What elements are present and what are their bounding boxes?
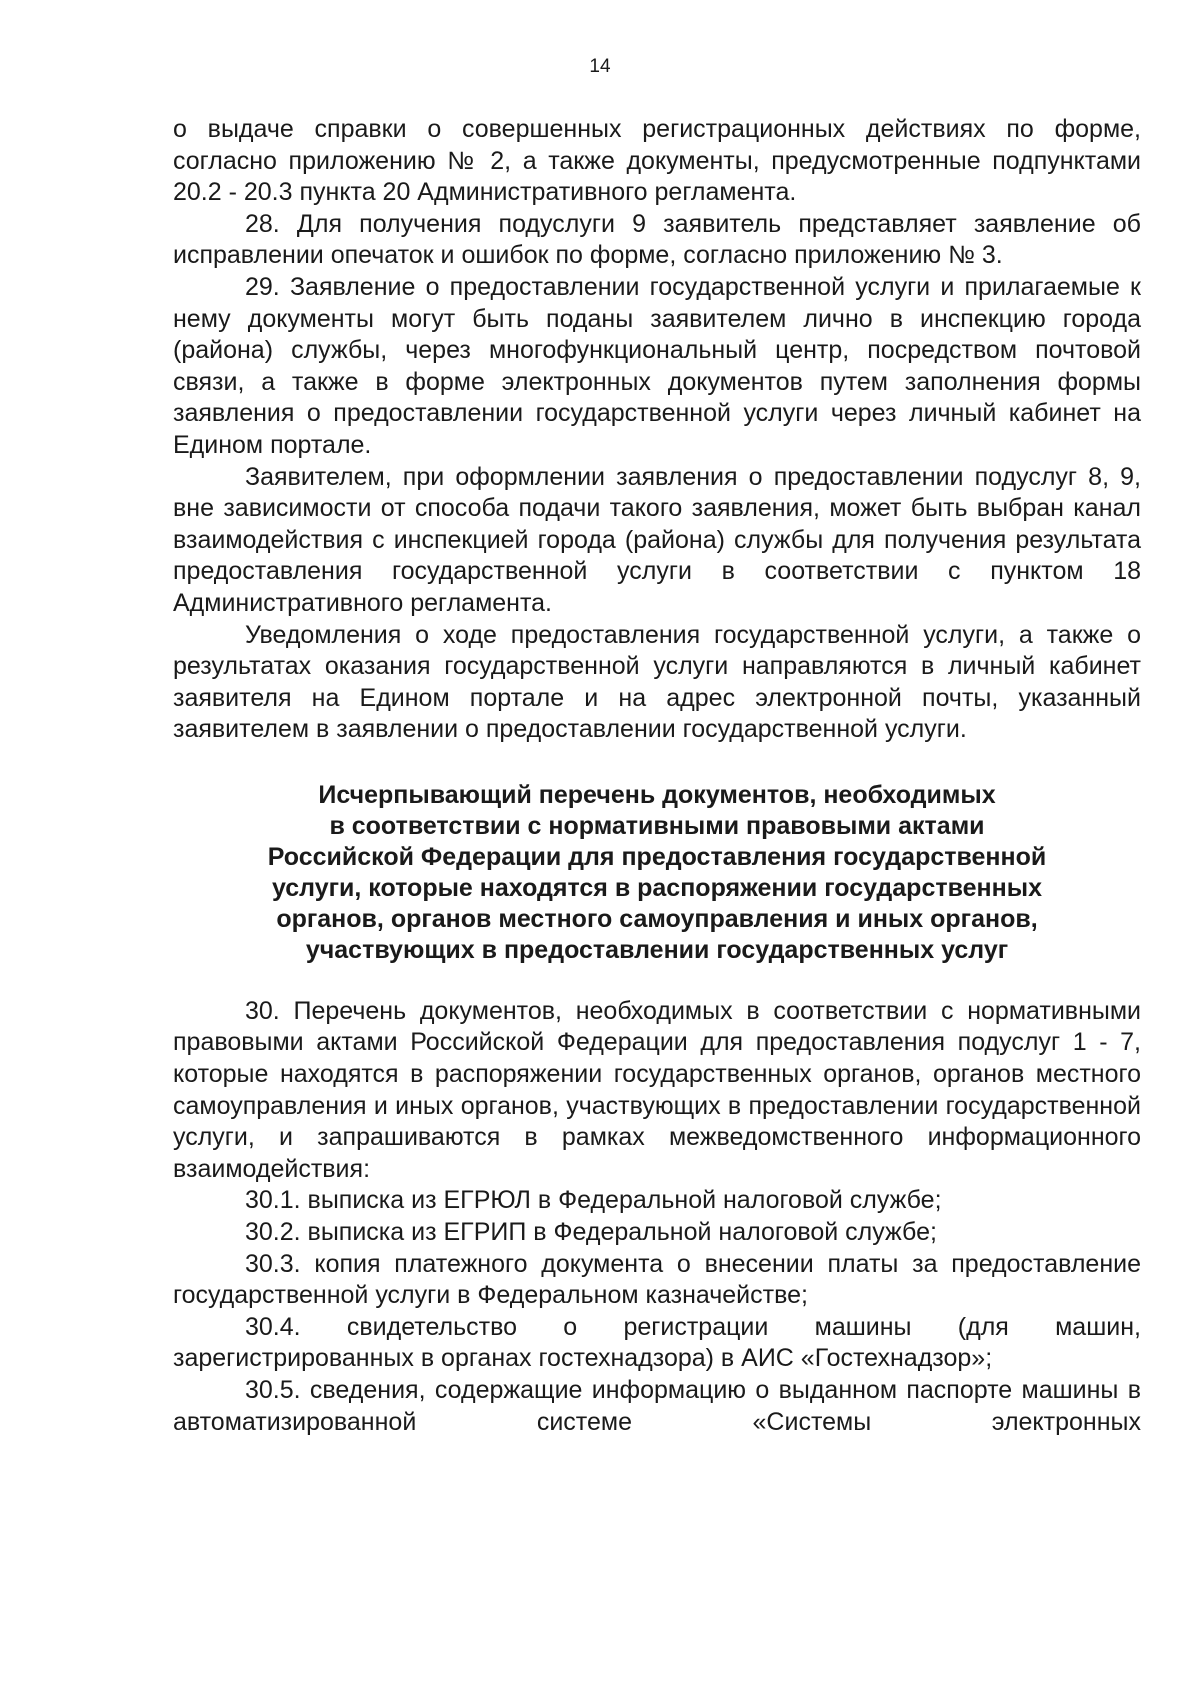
paragraph: 30.2. выписка из ЕГРИП в Федеральной налоговой службе;: [245, 1218, 937, 1247]
page-number: 14: [589, 56, 611, 77]
paragraph: 30.5. сведения, содержащие информацию о выданном паспорте машины в автоматизированной системе «Системы электронных: [173, 1376, 1141, 1436]
heading-line: Исчерпывающий перечень документов, необходимых: [318, 780, 996, 809]
paragraphs-bottom: [173, 996, 1141, 1438]
paragraph: 28. Для получения подуслуги 9 заявитель представляет заявление об исправлении опечаток и ошибок по форме, согласно приложению № 3.: [173, 209, 1141, 270]
paragraph: 30.1. выписка из ЕГРЮЛ в Федеральной налоговой службе;: [245, 1186, 942, 1215]
paragraph: 30.4. свидетельство о регистрации машины (для машин, зарегистрированных в органах гостехнадзора) в АИС «Гостехнадзор»;: [173, 1312, 1141, 1373]
paragraph: 30. Перечень документов, необходимых в соответствии с нормативными правовыми актами Российской Федерации для предоставления подуслуг 1 - 7, которые находятся в распоряжении государственных органов, органов местного самоуправления и иных органов, участвующих в предоставлении государственной услуги, и запрашиваются в рамках межведомственного информационного взаимодействия:: [173, 996, 1141, 1183]
paragraph: Заявителем, при оформлении заявления о предоставлении подуслуг 8, 9, вне зависимости от способа подачи такого заявления, может быть выбран канал взаимодействия с инспекцией города (района) службы для получения результата предоставления государственной услуги в соответствии с пунктом 18 Административного регламента.: [173, 462, 1141, 617]
heading-line: участвующих в предоставлении государственных услуг: [305, 935, 1009, 964]
heading-line: Российской Федерации для предоставления государственной: [267, 842, 1047, 871]
paragraph: о выдаче справки о совершенных регистрационных действиях по форме, согласно приложению № 2, а также документы, предусмотренные подпунктами 20.2 - 20.3 пункта 20 Административного регламента.: [173, 115, 1141, 207]
heading-line: в соответствии с нормативными правовыми актами: [329, 811, 985, 840]
paragraphs-top: [173, 114, 1141, 746]
section-heading: [173, 780, 1141, 966]
heading-line: услуги, которые находятся в распоряжении государственных: [271, 873, 1042, 902]
heading-line: органов, органов местного самоуправления и иных органов,: [276, 904, 1038, 933]
paragraph: 29. Заявление о предоставлении государственной услуги и прилагаемые к нему документы могут быть поданы заявителем лично в инспекцию города (района) службы, через многофункциональный центр, посредством почтовой связи, а также в форме электронных документов путем заполнения формы заявления о предоставлении государственной услуги через личный кабинет на Едином портале.: [173, 272, 1141, 459]
document-body: [173, 114, 1141, 1438]
paragraph: Уведомления о ходе предоставления государственной услуги, а также о результатах оказания государственной услуги направляются в личный кабинет заявителя на Едином портале и на адрес электронной почты, указанный заявителем в заявлении о предоставлении государственной услуги.: [173, 620, 1141, 744]
paragraph: 30.3. копия платежного документа о внесении платы за предоставление государственной услуги в Федеральном казначействе;: [173, 1249, 1141, 1310]
